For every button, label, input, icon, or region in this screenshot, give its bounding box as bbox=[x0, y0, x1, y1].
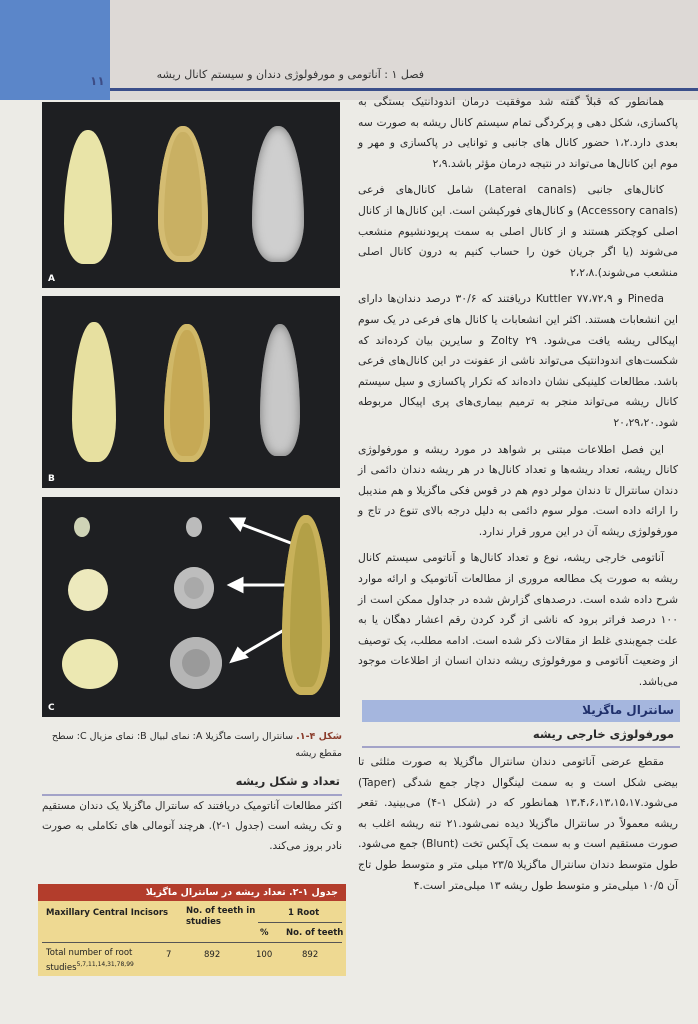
figure-caption-label: شکل ۴-۱. bbox=[296, 731, 342, 742]
table-body-rule bbox=[42, 942, 342, 943]
paragraph-1: همانطور که قبلاً گفته شد موفقیت درمان اندودانتیک بستگی به پاکسازی، شکل دهی و پرکردگی تمام سیستم کانال ریشه به صورت سه بعدی دارد.۱،۲ حضور کانال های جانبی و توانایی در پاکسازی و مهر و موم این کانال‌ها می‌تواند در نتیجه درمان مؤثر باشد.۲،۹ bbox=[358, 95, 679, 170]
paragraph-4: این فصل اطلاعات مبتنی بر شواهد در مورد ریشه و مورفولوژی کانال ریشه، تعداد ریشه‌ها و تعداد کانال‌ها در هر ریشه دندان دائمی از دندان سانترال تا دندان مولر دوم هم در قوس فکی ماگزیلا و هم مندیبل را ارائه داده است. مولر سوم دائمی به دلیل درجه بالای تنوع در تاج و مورفولوژی ریشه آن در این مرور قرار ندارد. bbox=[358, 442, 678, 538]
paragraph-3: Pineda و Kuttler ۷۷،۷۲،۹ دریافتند که ۳۰/۶ درصد دندان‌ها دارای این انشعابات هستند. اکثر این انشعابات یا کانال های فرعی در یک سوم اپیکالی ریشه یافت می‌شود. Zolty ۲۹ و سایرین بیان کرده‌اند که شکست‌های اندودانتیک می‌تواند ناشی از عفونت در این کانال‌های فرعی باشد. مطالعات کلینیکی نشان داده‌اند که تکرار پاکسازی و سیل سیستم کانال ریشه می‌تواند منجر به ترمیم بیماری‌های پری اپیکال مربوطه شود.۲۰،۲۹،۲۰ bbox=[358, 292, 678, 429]
page-header bbox=[110, 0, 698, 100]
section-paragraph: مقطع عرضی آناتومی دندان سانترال ماگزیلا به صورت مثلثی تا بیضی شکل است و به سمت لینگوال دچار جمع شدگی (Taper) می‌شود.۱۳،۴،۶،۱۳،۱۵،۱۷ همانطور که در (شکل ۱-۴) می‌بینید. تقعر ریشه معمولاً در سانترال ماگزیلا دیده نمی‌شود.۲۱ تنه ریشه اغلب به صورت مستقیم است و به سمت یک آپکس تخت (Blunt) جمع می‌شود. طول متوسط دندان سانترال ماگزیلا ۲۳/۵ میلی متر و متوسط طول تاج آن ۱۰/۵ میلی‌متر و متوسط طول ریشه ۱۳ میلی‌متر است.۴ bbox=[358, 755, 679, 892]
table-row-label-text: Total number of root studies bbox=[46, 948, 133, 973]
table-col2-header: No. of teeth in studies bbox=[186, 906, 256, 927]
header-rule bbox=[110, 88, 698, 91]
figure-panel-b bbox=[42, 296, 340, 488]
root-count-table bbox=[38, 884, 346, 976]
section-title: سانترال ماگزیلا bbox=[582, 703, 674, 717]
table-row-refs: 5,7,11,14,31,78,99 bbox=[76, 961, 134, 968]
table-col1-header: Maxillary Central Incisors bbox=[46, 908, 169, 918]
panel-label-a: A bbox=[48, 274, 55, 284]
table-row-teeth: 892 bbox=[204, 950, 221, 960]
table-sub-percent: % bbox=[260, 928, 269, 938]
panel-label-c: C bbox=[48, 703, 55, 713]
table-row-percent: 100 bbox=[256, 950, 273, 960]
left-section-title: تعداد و شکل ریشه bbox=[235, 774, 340, 788]
subsection-rule bbox=[362, 746, 680, 748]
paragraph-5: آناتومی خارجی ریشه، نوع و تعداد کانال‌ها و آناتومی سیستم کانال ریشه به صورت یک مطالعه مروری از مطالعات آناتومیک و ارائه موارد شرح داده شده است. درصدهای گزارش شده در جداول ممکن است از ۱۰۰ درصد فراتر برود که ناشی از گرد کردن رقم اعشار دهگان یا به علت جمع‌بندی غلط از مقالات ذکر شده است. ادامه مطلب، یک توصیف از وضعیت آناتومی و مورفولوژی ریشه دندان انسان از اطلاعات موجود می‌باشد. bbox=[358, 551, 678, 689]
tooth-radiograph-mesial bbox=[260, 324, 300, 456]
figure-caption bbox=[42, 728, 342, 762]
table-sub-count: No. of teeth bbox=[286, 928, 344, 938]
tooth-cleared-mesial bbox=[164, 324, 210, 462]
right-column-body bbox=[358, 92, 678, 699]
tooth-mesial bbox=[72, 322, 116, 462]
table-row-count: 892 bbox=[302, 950, 319, 960]
figure-panel-c bbox=[42, 497, 340, 717]
left-section-paragraph: اکثر مطالعات آناتومیک دریافتند که سانترال ماگزیلا یک دندان مستقیم و تک ریشه است (جدول ۱-۲). هرچند آنومالی های تکاملی به صورت نادر بروز می‌کند. bbox=[42, 800, 342, 852]
figure-panel-a bbox=[42, 102, 340, 288]
table-col3-header: 1 Root bbox=[288, 908, 320, 918]
page-number: ۱۱ bbox=[90, 74, 105, 88]
table-header-rule bbox=[258, 922, 342, 923]
figure-caption-text: سانترال راست ماگزیلا A: نمای لبیال B: نمای مزیال C: سطح مقطع ریشه bbox=[51, 731, 342, 759]
table-title: جدول ۱-۲. تعداد ریشه در سانترال ماگزیلا bbox=[38, 884, 346, 901]
panel-label-b: B bbox=[48, 474, 55, 484]
table-row-studies: 7 bbox=[166, 950, 172, 960]
tooth-radiograph bbox=[252, 126, 304, 262]
chapter-title: فصل ۱ : آناتومی و مورفولوژی دندان و سیستم کانال ریشه bbox=[156, 68, 424, 81]
tooth-cleared bbox=[158, 126, 208, 262]
table-row-label bbox=[46, 948, 156, 974]
paragraph-2: کانال‌های جانبی (Lateral canals) شامل کانال‌های فرعی (Accessory canals) و کانال‌های فورکیشن است. این کانال‌ها از کانال اصلی کوچکتر هستند و از کانال اصلی به سمت پریودنشیوم منشعب می‌شوند (یا اگر جریان خون را حساب کنیم به درون کانال اصلی منشعب می‌شوند).۲،۲،۸ bbox=[358, 183, 678, 279]
tooth-labial bbox=[64, 130, 112, 264]
subsection-title: مورفولوژی خارجی ریشه bbox=[532, 727, 674, 741]
